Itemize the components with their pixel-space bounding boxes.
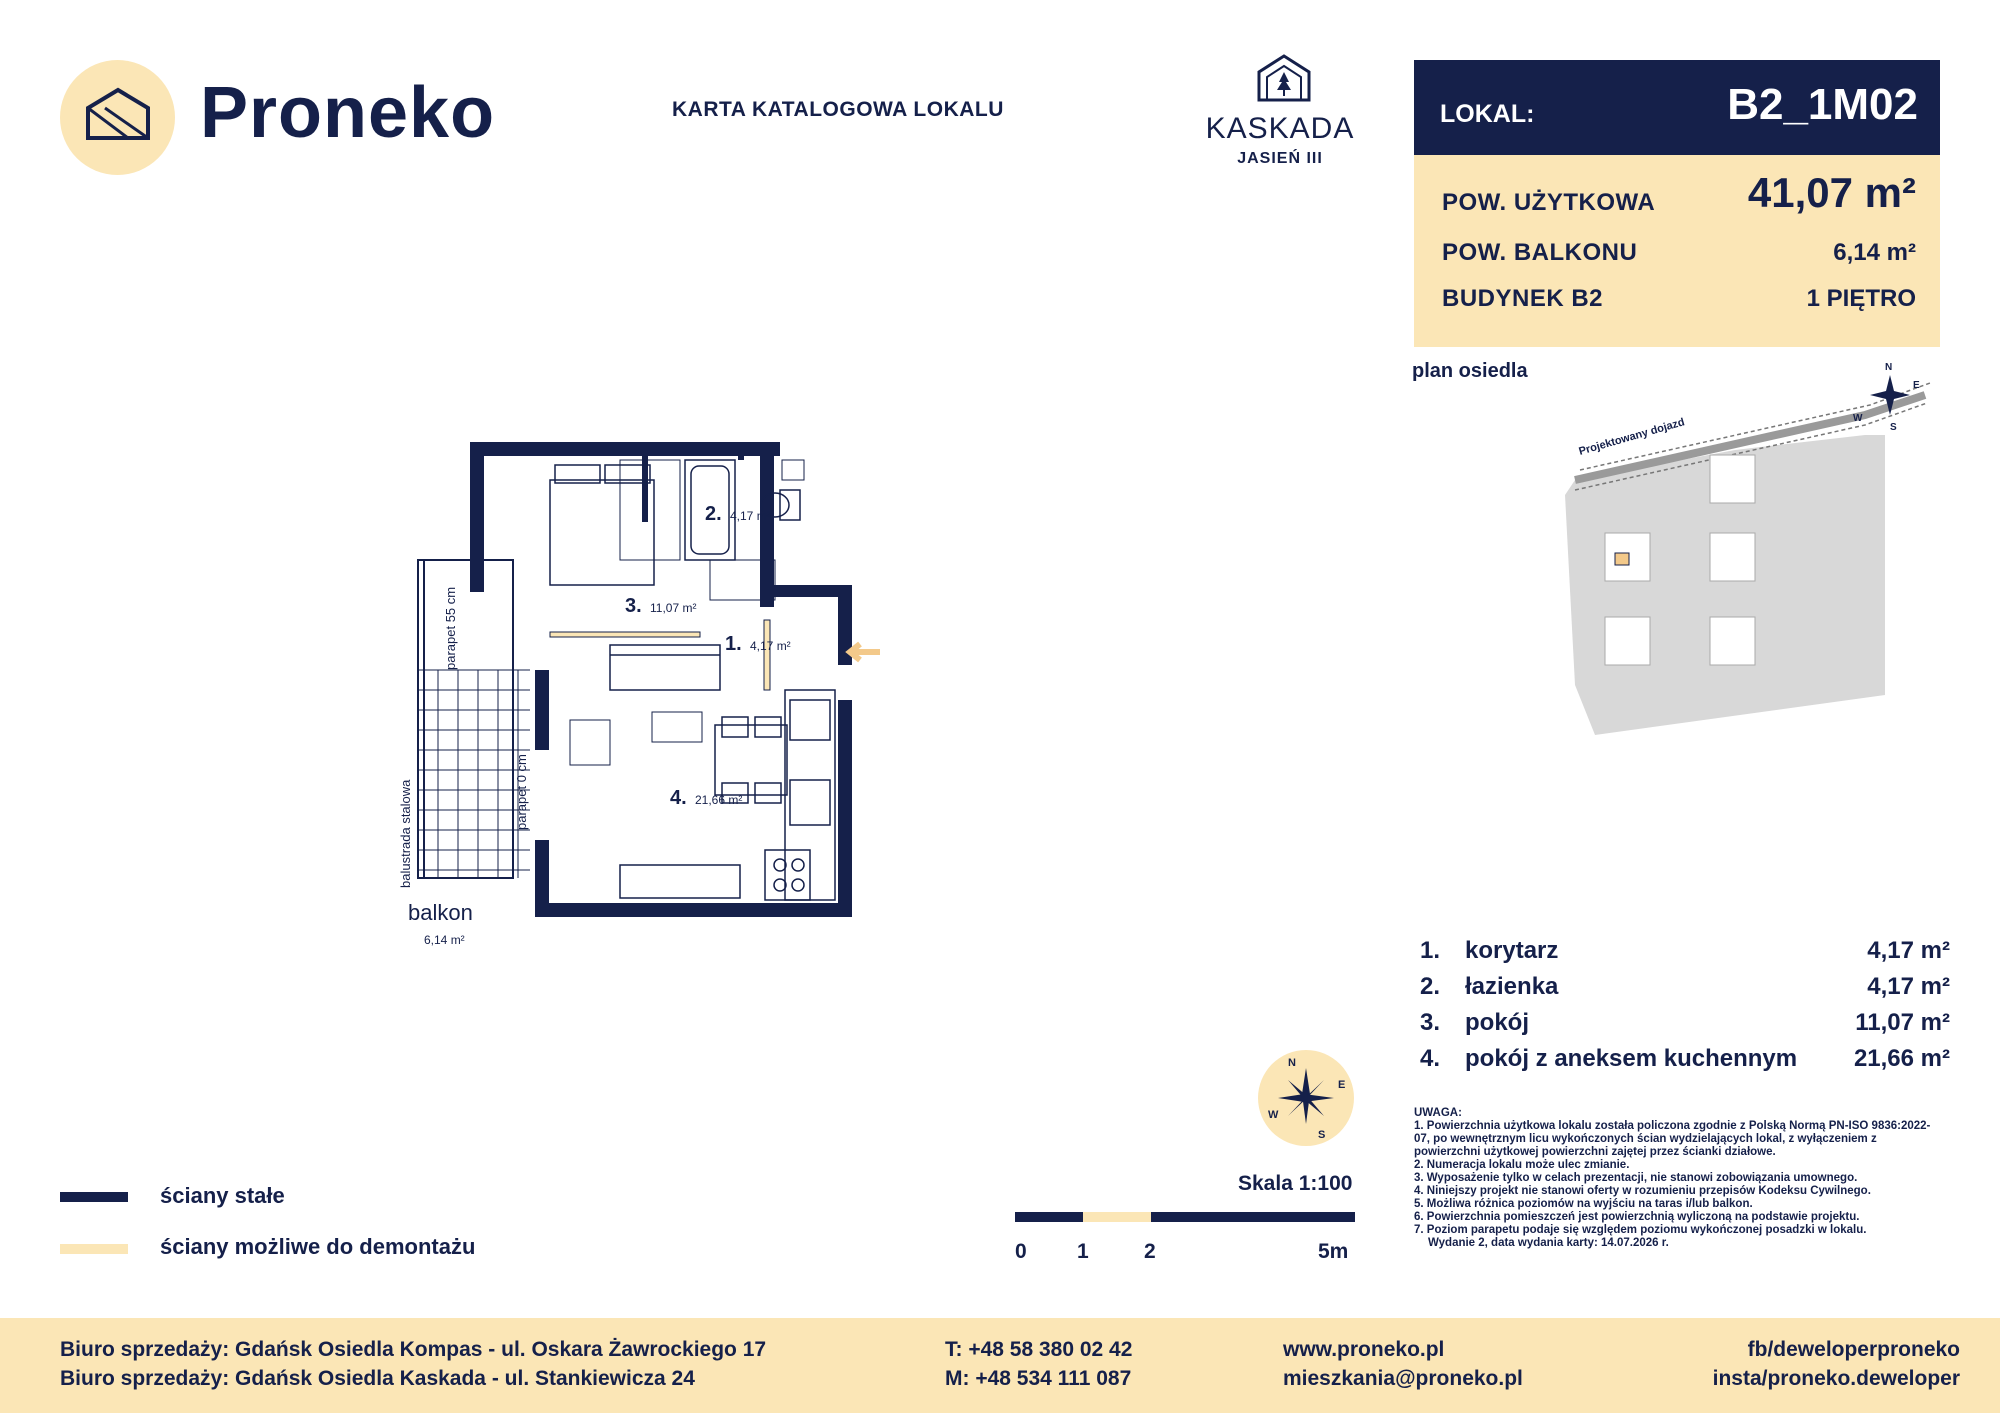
svg-text:4,17 m²: 4,17 m² [750, 639, 791, 653]
lokal-header [1414, 60, 1940, 155]
legend-removable-swatch [60, 1244, 128, 1254]
sofa-icon [610, 645, 720, 690]
balcony-area-label: 6,14 m² [424, 933, 465, 947]
instagram-link[interactable]: insta/proneko.deweloper [1712, 1367, 1960, 1390]
scale-label: Skala 1:100 [1238, 1172, 1353, 1195]
svg-text:4.: 4. [670, 787, 687, 809]
website-link[interactable]: www.proneko.pl [1283, 1338, 1445, 1361]
building-label: BUDYNEK B2 [1442, 285, 1604, 312]
svg-text:S: S [1318, 1129, 1326, 1141]
scale-bar [1015, 1212, 1355, 1222]
svg-text:21,66 m²: 21,66 m² [695, 793, 743, 807]
scale-tick-1: 1 [1077, 1240, 1089, 1263]
legend-solid-swatch [60, 1192, 128, 1202]
floor-plan [380, 420, 1080, 950]
solid-walls [470, 442, 852, 917]
list-item: 2. łazienka 4,17 m² [1420, 973, 1950, 1000]
table-icon [652, 712, 702, 742]
svg-text:11,07 m²: 11,07 m² [650, 601, 697, 615]
investment-subname: JASIEŃ III [1237, 150, 1323, 167]
proneko-logo [60, 60, 175, 175]
lokal-label: LOKAL: [1440, 100, 1535, 128]
svg-text:balustrada stalowa: balustrada stalowa [398, 779, 413, 888]
list-item: 4. pokój z aneksem kuchennym 21,66 m² [1420, 1045, 1950, 1072]
scale-tick-0: 0 [1015, 1240, 1027, 1263]
svg-text:E: E [1913, 380, 1920, 391]
svg-text:4,17 m²: 4,17 m² [730, 509, 771, 523]
svg-text:3.: 3. [625, 595, 642, 617]
usable-area-label: POW. UŻYTKOWA [1442, 189, 1656, 216]
sales-office-2: Biuro sprzedaży: Gdańsk Osiedla Kaskada - ul. Stankiewicza 24 [60, 1367, 695, 1390]
lokal-info-box [1414, 155, 1940, 347]
document-title: KARTA KATALOGOWA LOKALU [672, 98, 1004, 121]
projected-road-label: Projektowany dojazd [1577, 416, 1687, 458]
list-item: 3. pokój 11,07 m² [1420, 1009, 1950, 1036]
floor-value: 1 PIĘTRO [1806, 285, 1916, 312]
svg-text:1.: 1. [725, 633, 742, 655]
brand-name: Proneko [200, 73, 496, 153]
svg-text:W: W [1853, 413, 1863, 424]
legend-removable-label: ściany możliwe do demontażu [160, 1234, 476, 1259]
balcony-label: balkon [408, 900, 473, 925]
phone-1[interactable]: T: +48 58 380 02 42 [945, 1338, 1133, 1361]
notes: UWAGA: 1. Powierzchnia użytkowa lokalu została policzona zgodnie z Polską Normą PN-ISO 9836:2022-07, po wewnętrznym licu wykończonych ścian wydzielających lokal, z wyłączeniem z powierzchni użytkowej powierzchni zajętej przez ścianki działowe. 2. Numeracja lokalu może ulec zmianie. 3. Wyposażenie tylko w celach prezentacji, nie stanowi zobowiązania umownego. 4. Niniejszy projekt nie stanowi oferty w rozumieniu przepisów Kodeksu Cywilnego. 5. Możliwa różnica poziomów na wyjściu na taras i/lub balkon. 6. Powierzchnia pomieszczeń jest powierzchnią wyliczoną na podstawie projektu. 7. Poziom parapetu podaje się względem poziomu wykończonej posadzki w lokalu. Wydanie 2, data wydania karty: 14.07.2026 r. [1414, 1107, 1931, 1249]
entrance-arrow-icon [850, 644, 880, 660]
svg-text:S: S [1890, 422, 1897, 433]
investment-name: KASKADA [1205, 112, 1355, 145]
list-item: 1. korytarz 4,17 m² [1420, 937, 1950, 964]
svg-text:N: N [1288, 1057, 1296, 1069]
bed-icon [550, 465, 654, 585]
balcony-area-label: POW. BALKONU [1442, 239, 1638, 266]
lokal-code: B2_1M02 [1727, 80, 1918, 129]
armchair-icon [570, 720, 610, 765]
highlighted-building [1615, 553, 1629, 565]
site-plan-map [1535, 355, 1965, 735]
site-plan-label: plan osiedla [1412, 360, 1528, 382]
balcony-area-value: 6,14 m² [1833, 239, 1916, 266]
svg-text:N: N [1885, 362, 1893, 373]
scale-tick-2: 2 [1144, 1240, 1156, 1263]
compass-icon [1258, 1050, 1354, 1146]
svg-text:E: E [1338, 1079, 1346, 1091]
footer [0, 1318, 2000, 1413]
dining-table-icon [715, 717, 787, 803]
svg-text:2.: 2. [705, 503, 722, 525]
usable-area-value: 41,07 m² [1747, 169, 1916, 216]
svg-text:W: W [1268, 1109, 1279, 1121]
washbasin-icon [782, 460, 804, 480]
kaskada-logo-icon [1255, 52, 1313, 109]
email-link[interactable]: mieszkania@proneko.pl [1283, 1367, 1523, 1390]
facebook-link[interactable]: fb/deweloperproneko [1747, 1338, 1960, 1361]
house-logo-icon [60, 60, 175, 175]
svg-text:parapet 0 cm: parapet 0 cm [514, 754, 529, 830]
scale-tick-5m: 5m [1318, 1240, 1349, 1263]
phone-2[interactable]: M: +48 534 111 087 [945, 1367, 1132, 1390]
svg-text:parapet 55 cm: parapet 55 cm [443, 586, 458, 670]
sales-office-1: Biuro sprzedaży: Gdańsk Osiedla Kompas - ul. Oskara Żawrockiego 17 [60, 1338, 767, 1361]
legend-solid-label: ściany stałe [160, 1183, 285, 1208]
